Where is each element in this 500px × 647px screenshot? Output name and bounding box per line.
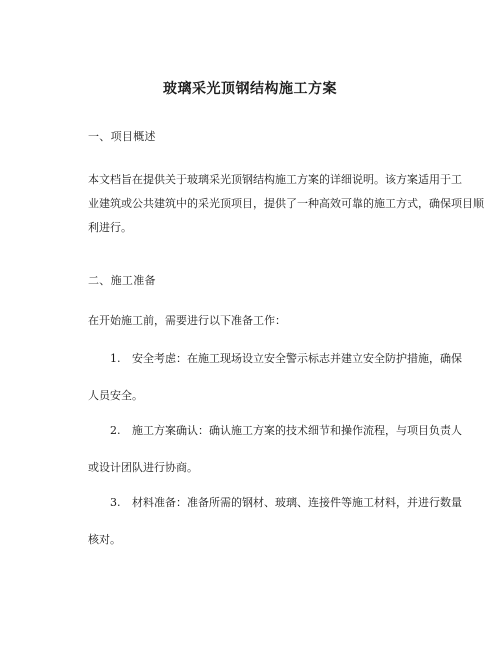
preparation-intro: 在开始施工前，需要进行以下准备工作： (88, 314, 286, 327)
section-heading-preparation: 二、施工准备 (88, 274, 156, 287)
list-text: 施工方案确认：确认施工方案的技术细节和操作流程，与项目负责人 (132, 424, 462, 437)
list-text-continued: 核对。 (88, 533, 121, 546)
list-text: 材料准备：准备所需的钢材、玻璃、连接件等施工材料，并进行数量 (132, 496, 462, 509)
list-item (88, 494, 462, 547)
list-number: 3. (110, 496, 121, 509)
list-item (88, 422, 462, 475)
paragraph-line: 利进行。 (88, 221, 132, 234)
list-text: 安全考虑：在施工现场设立安全警示标志并建立安全防护措施，确保 (132, 352, 462, 365)
list-text-continued: 人员安全。 (88, 389, 143, 402)
section-heading-overview: 一、项目概述 (88, 130, 156, 143)
list-number: 1. (110, 352, 121, 365)
list-item (88, 350, 462, 403)
list-number: 2. (110, 424, 121, 437)
overview-paragraph (88, 168, 484, 240)
paragraph-line: 业建筑或公共建筑中的采光顶项目，提供了一种高效可靠的施工方式，确保项目顺 (88, 197, 484, 210)
paragraph-line: 本文档旨在提供关于玻璃采光顶钢结构施工方案的详细说明。该方案适用于工 (88, 173, 462, 186)
document-title: 玻璃采光顶钢结构施工方案 (163, 81, 337, 97)
list-text-continued: 或设计团队进行协商。 (88, 461, 198, 474)
